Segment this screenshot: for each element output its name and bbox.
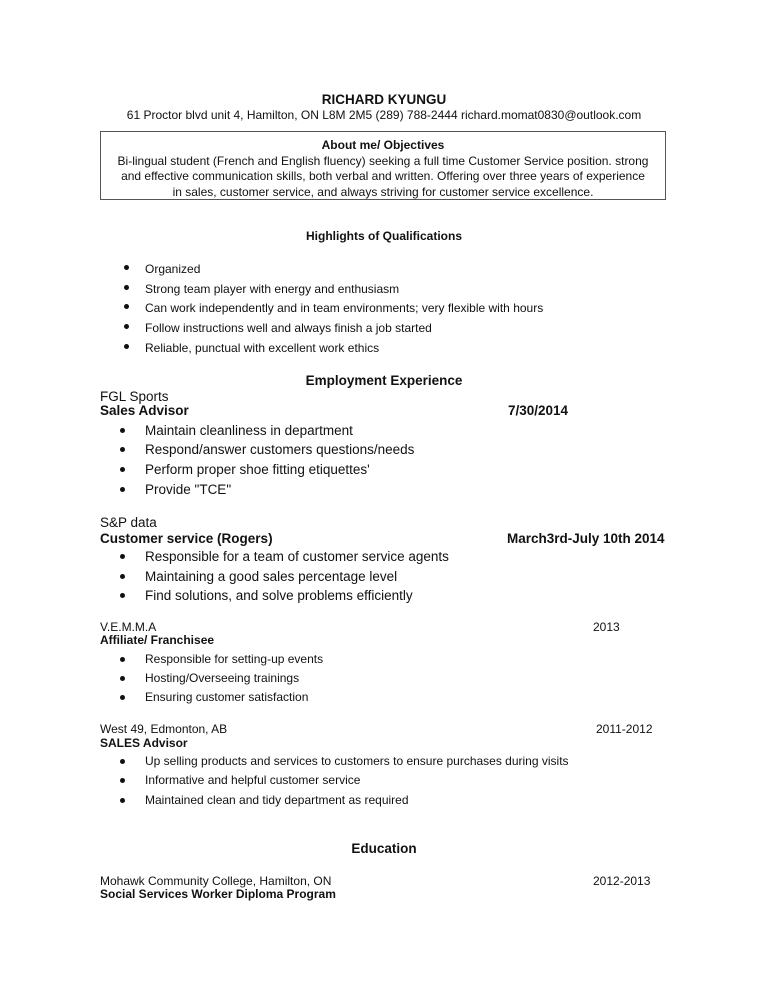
education-program: Social Services Worker Diploma Program xyxy=(100,887,336,901)
job-date: March3rd-July 10th 2014 xyxy=(507,531,665,546)
job-role: SALES Advisor xyxy=(100,736,188,750)
contact-line: 61 Proctor blvd unit 4, Hamilton, ON L8M 2M5 (289) 788-2444 richard.momat0830@outlook.com xyxy=(126,108,642,122)
job-company: V.E.M.M.A xyxy=(100,620,157,634)
about-line: in sales, customer service, and always striving for customer service excellence. xyxy=(172,184,594,199)
bullet-icon xyxy=(120,798,125,803)
education-school: Mohawk Community College, Hamilton, ON xyxy=(100,874,332,888)
job-date: 2013 xyxy=(593,620,620,634)
bullet-icon xyxy=(124,265,129,270)
highlights-heading: Highlights of Qualifications xyxy=(306,229,462,243)
job-role: Sales Advisor xyxy=(100,403,189,418)
education-heading: Education xyxy=(351,841,417,856)
bullet-icon xyxy=(120,428,125,433)
job-duty: Responsible for a team of customer service agents xyxy=(145,549,449,564)
job-company: S&P data xyxy=(100,515,157,530)
qualification-item: Reliable, punctual with excellent work ethics xyxy=(145,341,380,355)
bullet-icon xyxy=(124,324,129,329)
bullet-icon xyxy=(120,593,125,598)
job-company: FGL Sports xyxy=(100,389,169,404)
job-duty: Maintaining a good sales percentage level xyxy=(145,569,398,584)
bullet-icon xyxy=(120,447,125,452)
job-duty: Respond/answer customers questions/needs xyxy=(145,442,415,457)
qualification-item: Can work independently and in team environments; very flexible with hours xyxy=(145,301,544,315)
bullet-icon xyxy=(120,759,125,764)
qualification-item: Strong team player with energy and enthusiasm xyxy=(145,282,400,296)
employment-heading: Employment Experience xyxy=(305,373,463,388)
bullet-icon xyxy=(120,467,125,472)
bullet-icon xyxy=(124,304,129,309)
job-duty: Responsible for setting-up events xyxy=(145,652,324,666)
bullet-icon xyxy=(120,657,125,662)
bullet-icon xyxy=(120,574,125,579)
job-duty: Maintained clean and tidy department as required xyxy=(145,793,409,807)
job-duty: Ensuring customer satisfaction xyxy=(145,690,309,704)
qualification-item: Follow instructions well and always finish a job started xyxy=(145,321,432,335)
job-duty: Find solutions, and solve problems efficiently xyxy=(145,588,413,603)
job-role: Affiliate/ Franchisee xyxy=(100,633,215,647)
about-box xyxy=(100,131,666,200)
job-duty: Informative and helpful customer service xyxy=(145,773,361,787)
bullet-icon xyxy=(120,695,125,700)
bullet-icon xyxy=(120,676,125,681)
education-date: 2012-2013 xyxy=(593,874,651,888)
job-duty: Provide "TCE" xyxy=(145,482,232,497)
job-role: Customer service (Rogers) xyxy=(100,531,273,546)
bullet-icon xyxy=(120,487,125,492)
candidate-name: RICHARD KYUNGU xyxy=(321,92,447,107)
job-duty: Perform proper shoe fitting etiquettes' xyxy=(145,462,370,477)
bullet-icon xyxy=(124,285,129,290)
bullet-icon xyxy=(124,344,129,349)
job-duty: Up selling products and services to customers to ensure purchases during visits xyxy=(145,754,569,768)
about-line: Bi-lingual student (French and English fluency) seeking a full time Customer Service position. strong xyxy=(117,153,649,168)
job-company: West 49, Edmonton, AB xyxy=(100,722,228,736)
about-line: and effective communication skills, both verbal and written. Offering over three years of experience xyxy=(121,169,645,183)
job-duty: Maintain cleanliness in department xyxy=(145,423,353,438)
qualification-item: Organized xyxy=(145,262,201,276)
bullet-icon xyxy=(120,778,125,783)
job-date: 7/30/2014 xyxy=(508,403,569,418)
bullet-icon xyxy=(120,554,125,559)
job-date: 2011-2012 xyxy=(596,722,653,736)
about-title: About me/ Objectives xyxy=(321,138,445,152)
job-duty: Hosting/Overseeing trainings xyxy=(145,671,300,685)
